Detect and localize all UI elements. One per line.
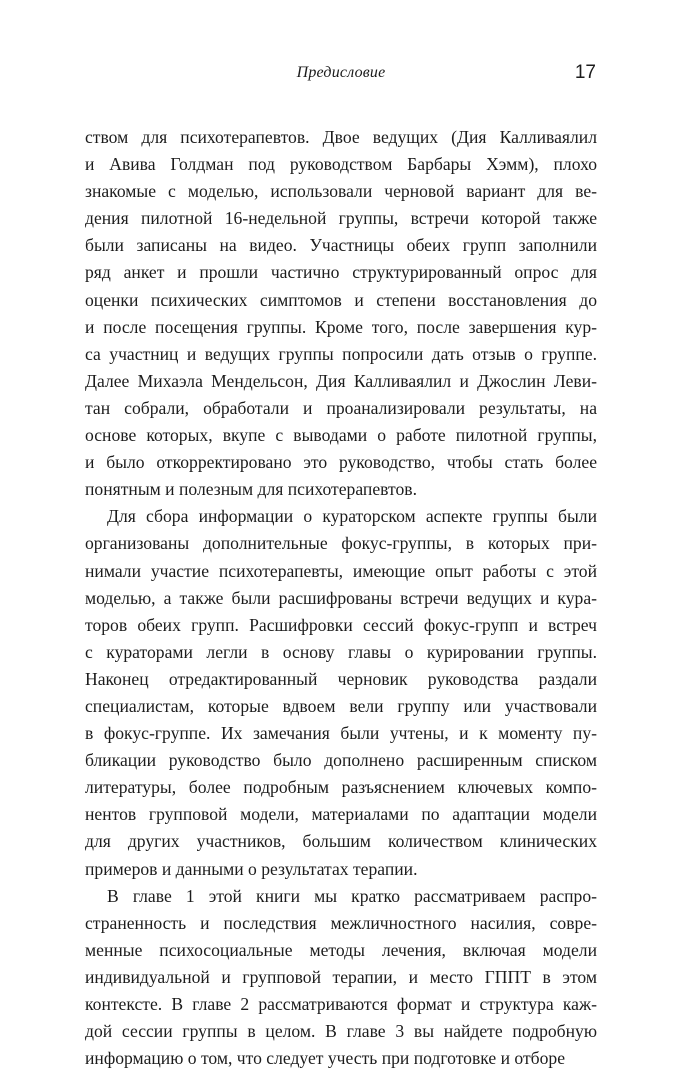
running-header bbox=[0, 62, 682, 90]
text-line: ством для психотерапевтов. Двое ведущих (Дия Калливаялил bbox=[85, 127, 597, 147]
page-number: 17 bbox=[574, 62, 596, 83]
text-line: и Авива Голдман под руководством Барбары Хэмм), плохо bbox=[85, 154, 597, 175]
text-line: для других участников, большим количеством клинических bbox=[85, 831, 597, 852]
text-line: Наконец отредактированный черновик руководства раздали bbox=[85, 668, 597, 689]
text-line: нентов групповой модели, материалами по адаптации модели bbox=[85, 804, 597, 825]
text-line: тан собрали, обработали и проанализировали результаты, на bbox=[85, 397, 597, 418]
running-header-title: Предисловие bbox=[296, 64, 386, 81]
text-line: ряд анкет и прошли частично структурированный опрос для bbox=[85, 262, 597, 283]
text-line: основе которых, вкупе с выводами о работе пилотной группы, bbox=[85, 425, 597, 446]
text-line: индивидуальной и групповой терапии, и место ГППТ в этом bbox=[85, 966, 597, 987]
text-line: оценки психических симптомов и степени восстановления до bbox=[85, 289, 597, 310]
text-line: контексте. В главе 2 рассматриваются формат и структура каж- bbox=[85, 994, 597, 1014]
text-line: и после посещения группы. Кроме того, после завершения кур- bbox=[85, 316, 597, 337]
text-line: с кураторами легли в основу главы о курировании группы. bbox=[85, 641, 597, 662]
text-line: в фокус-группе. Их замечания были учтены, и к моменту пу- bbox=[85, 723, 597, 744]
text-line: знакомые с моделью, использовали черновой вариант для ве- bbox=[85, 181, 597, 202]
text-line: Далее Михаэла Мендельсон, Дия Калливаялил и Джослин Леви- bbox=[85, 370, 597, 391]
paragraph bbox=[85, 503, 597, 882]
text-line: са участниц и ведущих группы попросили дать отзыв о группе. bbox=[85, 343, 597, 364]
text-line: литературы, более подробным разъяснением ключевых компо- bbox=[85, 777, 597, 798]
text-line: информацию о том, что следует учесть при подготовке и отборе bbox=[85, 1048, 566, 1069]
paragraph bbox=[85, 124, 597, 503]
text-line: торов обеих групп. Расшифровки сессий фокус-групп и встреч bbox=[85, 614, 597, 635]
text-line: и было откорректировано это руководство, чтобы стать более bbox=[85, 452, 597, 473]
text-line: понятным и полезным для психотерапевтов. bbox=[85, 479, 417, 500]
paragraph bbox=[85, 883, 597, 1072]
body-text bbox=[85, 124, 597, 1072]
text-line: В главе 1 этой книги мы кратко рассматриваем распро- bbox=[107, 885, 597, 906]
text-line: организованы дополнительные фокус-группы, в которых при- bbox=[85, 533, 597, 554]
text-line: дения пилотной 16-недельной группы, встречи которой также bbox=[85, 208, 597, 229]
text-line: дой сессии группы в целом. В главе 3 вы найдете подробную bbox=[85, 1021, 597, 1042]
text-line: моделью, а также были расшифрованы встречи ведущих и кура- bbox=[85, 587, 597, 608]
text-line: менные психосоциальные методы лечения, включая модели bbox=[85, 939, 597, 960]
text-line: были записаны на видео. Участницы обеих групп заполнили bbox=[85, 235, 597, 256]
text-line: Для сбора информации о кураторском аспекте группы были bbox=[107, 506, 597, 527]
text-line: нимали участие психотерапевты, имеющие опыт работы с этой bbox=[85, 560, 597, 581]
text-line: страненность и последствия межличностного насилия, совре- bbox=[85, 912, 597, 933]
text-line: примеров и данными о результатах терапии. bbox=[85, 858, 418, 879]
text-line: специалистам, которые вдвоем вели группу или участвовали bbox=[85, 695, 597, 716]
text-line: бликации руководство было дополнено расширенным списком bbox=[85, 750, 597, 771]
